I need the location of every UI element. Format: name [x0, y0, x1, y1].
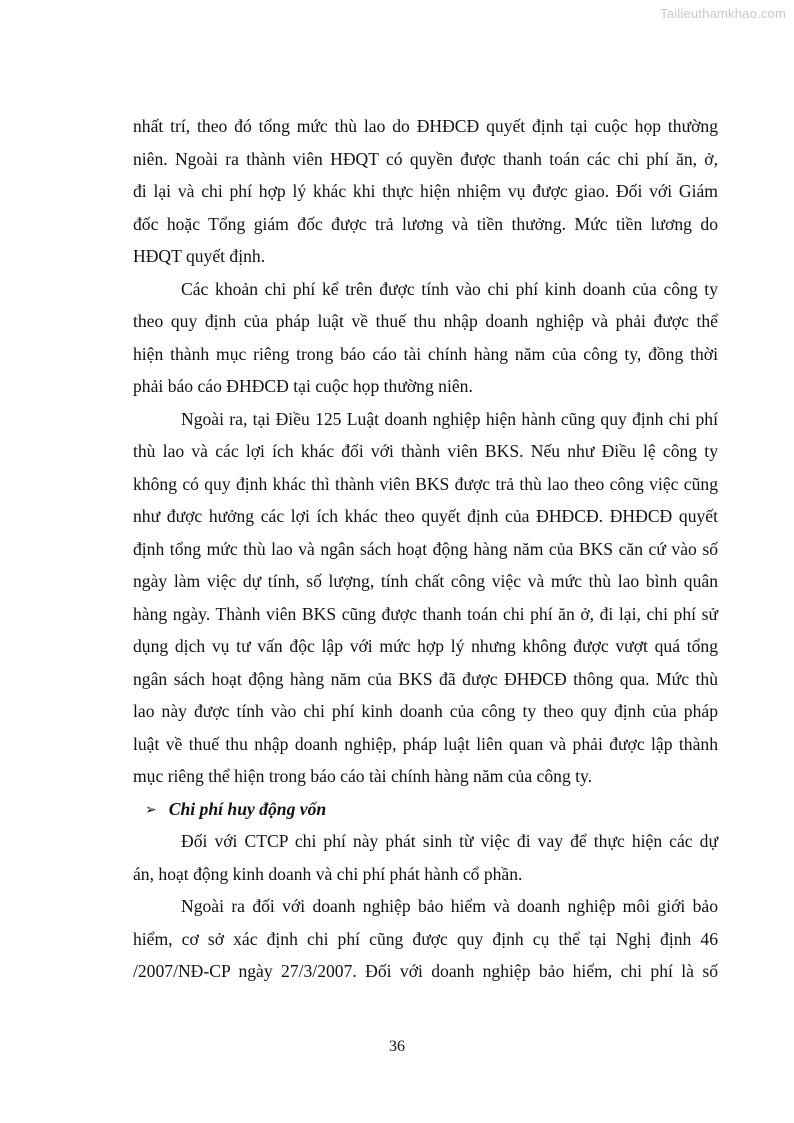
document-body: [133, 110, 718, 988]
text-line: HĐQT quyết định.: [133, 246, 266, 266]
text-line: /2007/NĐ-CP ngày 27/3/2007. Đối với doanh nghiệp bảo hiểm, chi phí là số: [133, 961, 718, 981]
text-line: niên. Ngoài ra thành viên HĐQT có quyền được thanh toán các chi phí ăn, ở,: [133, 148, 718, 169]
text-line: đi lại và chi phí hợp lý khác khi thực hiện nhiệm vụ được giao. Đối với Giám: [133, 181, 718, 201]
text-line: như được hưởng các lợi ích khác theo quyết định của ĐHĐCĐ. ĐHĐCĐ quyết: [133, 506, 718, 526]
text-line: dụng dịch vụ tư vấn độc lập với mức hợp lý nhưng không được vượt quá tổng: [133, 636, 718, 656]
text-line: hiểm, cơ sở xác định chi phí cũng được quy định cụ thể tại Nghị định 46: [133, 928, 718, 949]
text-line: án, hoạt động kinh doanh và chi phí phát hành cổ phần.: [133, 863, 523, 884]
watermark: Tailieuthamkhao.com: [660, 6, 786, 21]
page-number: 36: [389, 1038, 405, 1055]
text-line: thù lao và các lợi ích khác đối với thành viên BKS. Nếu như Điều lệ công ty: [133, 441, 718, 461]
text-line: luật về thuế thu nhập doanh nghiệp, pháp luật liên quan và phải được lập thành: [133, 733, 718, 754]
text-line: đốc hoặc Tổng giám đốc được trả lương và tiền thưởng. Mức tiền lương do: [133, 213, 718, 234]
section-heading-text: Chi phí huy động vốn: [168, 798, 327, 819]
text-line: không có quy định khác thì thành viên BKS được trả thù lao theo công việc cũng: [133, 473, 718, 494]
text-line: ngày làm việc dự tính, số lượng, tính chất công việc và mức thù lao bình quân: [133, 571, 718, 591]
text-line: định tổng mức thù lao và ngân sách hoạt động hàng năm của BKS căn cứ vào số: [133, 538, 718, 559]
text-line: lao này được tính vào chi phí kinh doanh của công ty theo quy định của pháp: [133, 701, 718, 721]
text-line: phải báo cáo ĐHĐCĐ tại cuộc họp thường niên.: [133, 376, 473, 396]
text-line: mục riêng thể hiện trong báo cáo tài chính hàng năm của công ty.: [133, 766, 593, 786]
text-line: Đối với CTCP chi phí này phát sinh từ việc đi vay để thực hiện các dự: [181, 831, 718, 851]
text-line: theo quy định của pháp luật về thuế thu nhập doanh nghiệp và phải được thể: [133, 311, 718, 331]
text-line: hiện thành mục riêng trong báo cáo tài chính hàng năm của công ty, đồng thời: [133, 343, 718, 364]
arrow-bullet-icon: ➢: [145, 801, 157, 818]
text-line: Các khoản chi phí kể trên được tính vào chi phí kinh doanh của công ty: [181, 278, 718, 299]
text-line: Ngoài ra đối với doanh nghiệp bảo hiểm và doanh nghiệp môi giới bảo: [181, 896, 718, 916]
text-line: nhất trí, theo đó tổng mức thù lao do ĐHĐCĐ quyết định tại cuộc họp thường: [133, 116, 718, 136]
text-line: ngân sách hoạt động hàng năm của BKS đã được ĐHĐCĐ thông qua. Mức thù: [133, 668, 718, 689]
text-line: Ngoài ra, tại Điều 125 Luật doanh nghiệp hiện hành cũng quy định chi phí: [181, 408, 718, 429]
text-line: hàng ngày. Thành viên BKS cũng được thanh toán chi phí ăn ở, đi lại, chi phí sử: [133, 603, 718, 624]
section-heading: [133, 793, 718, 826]
